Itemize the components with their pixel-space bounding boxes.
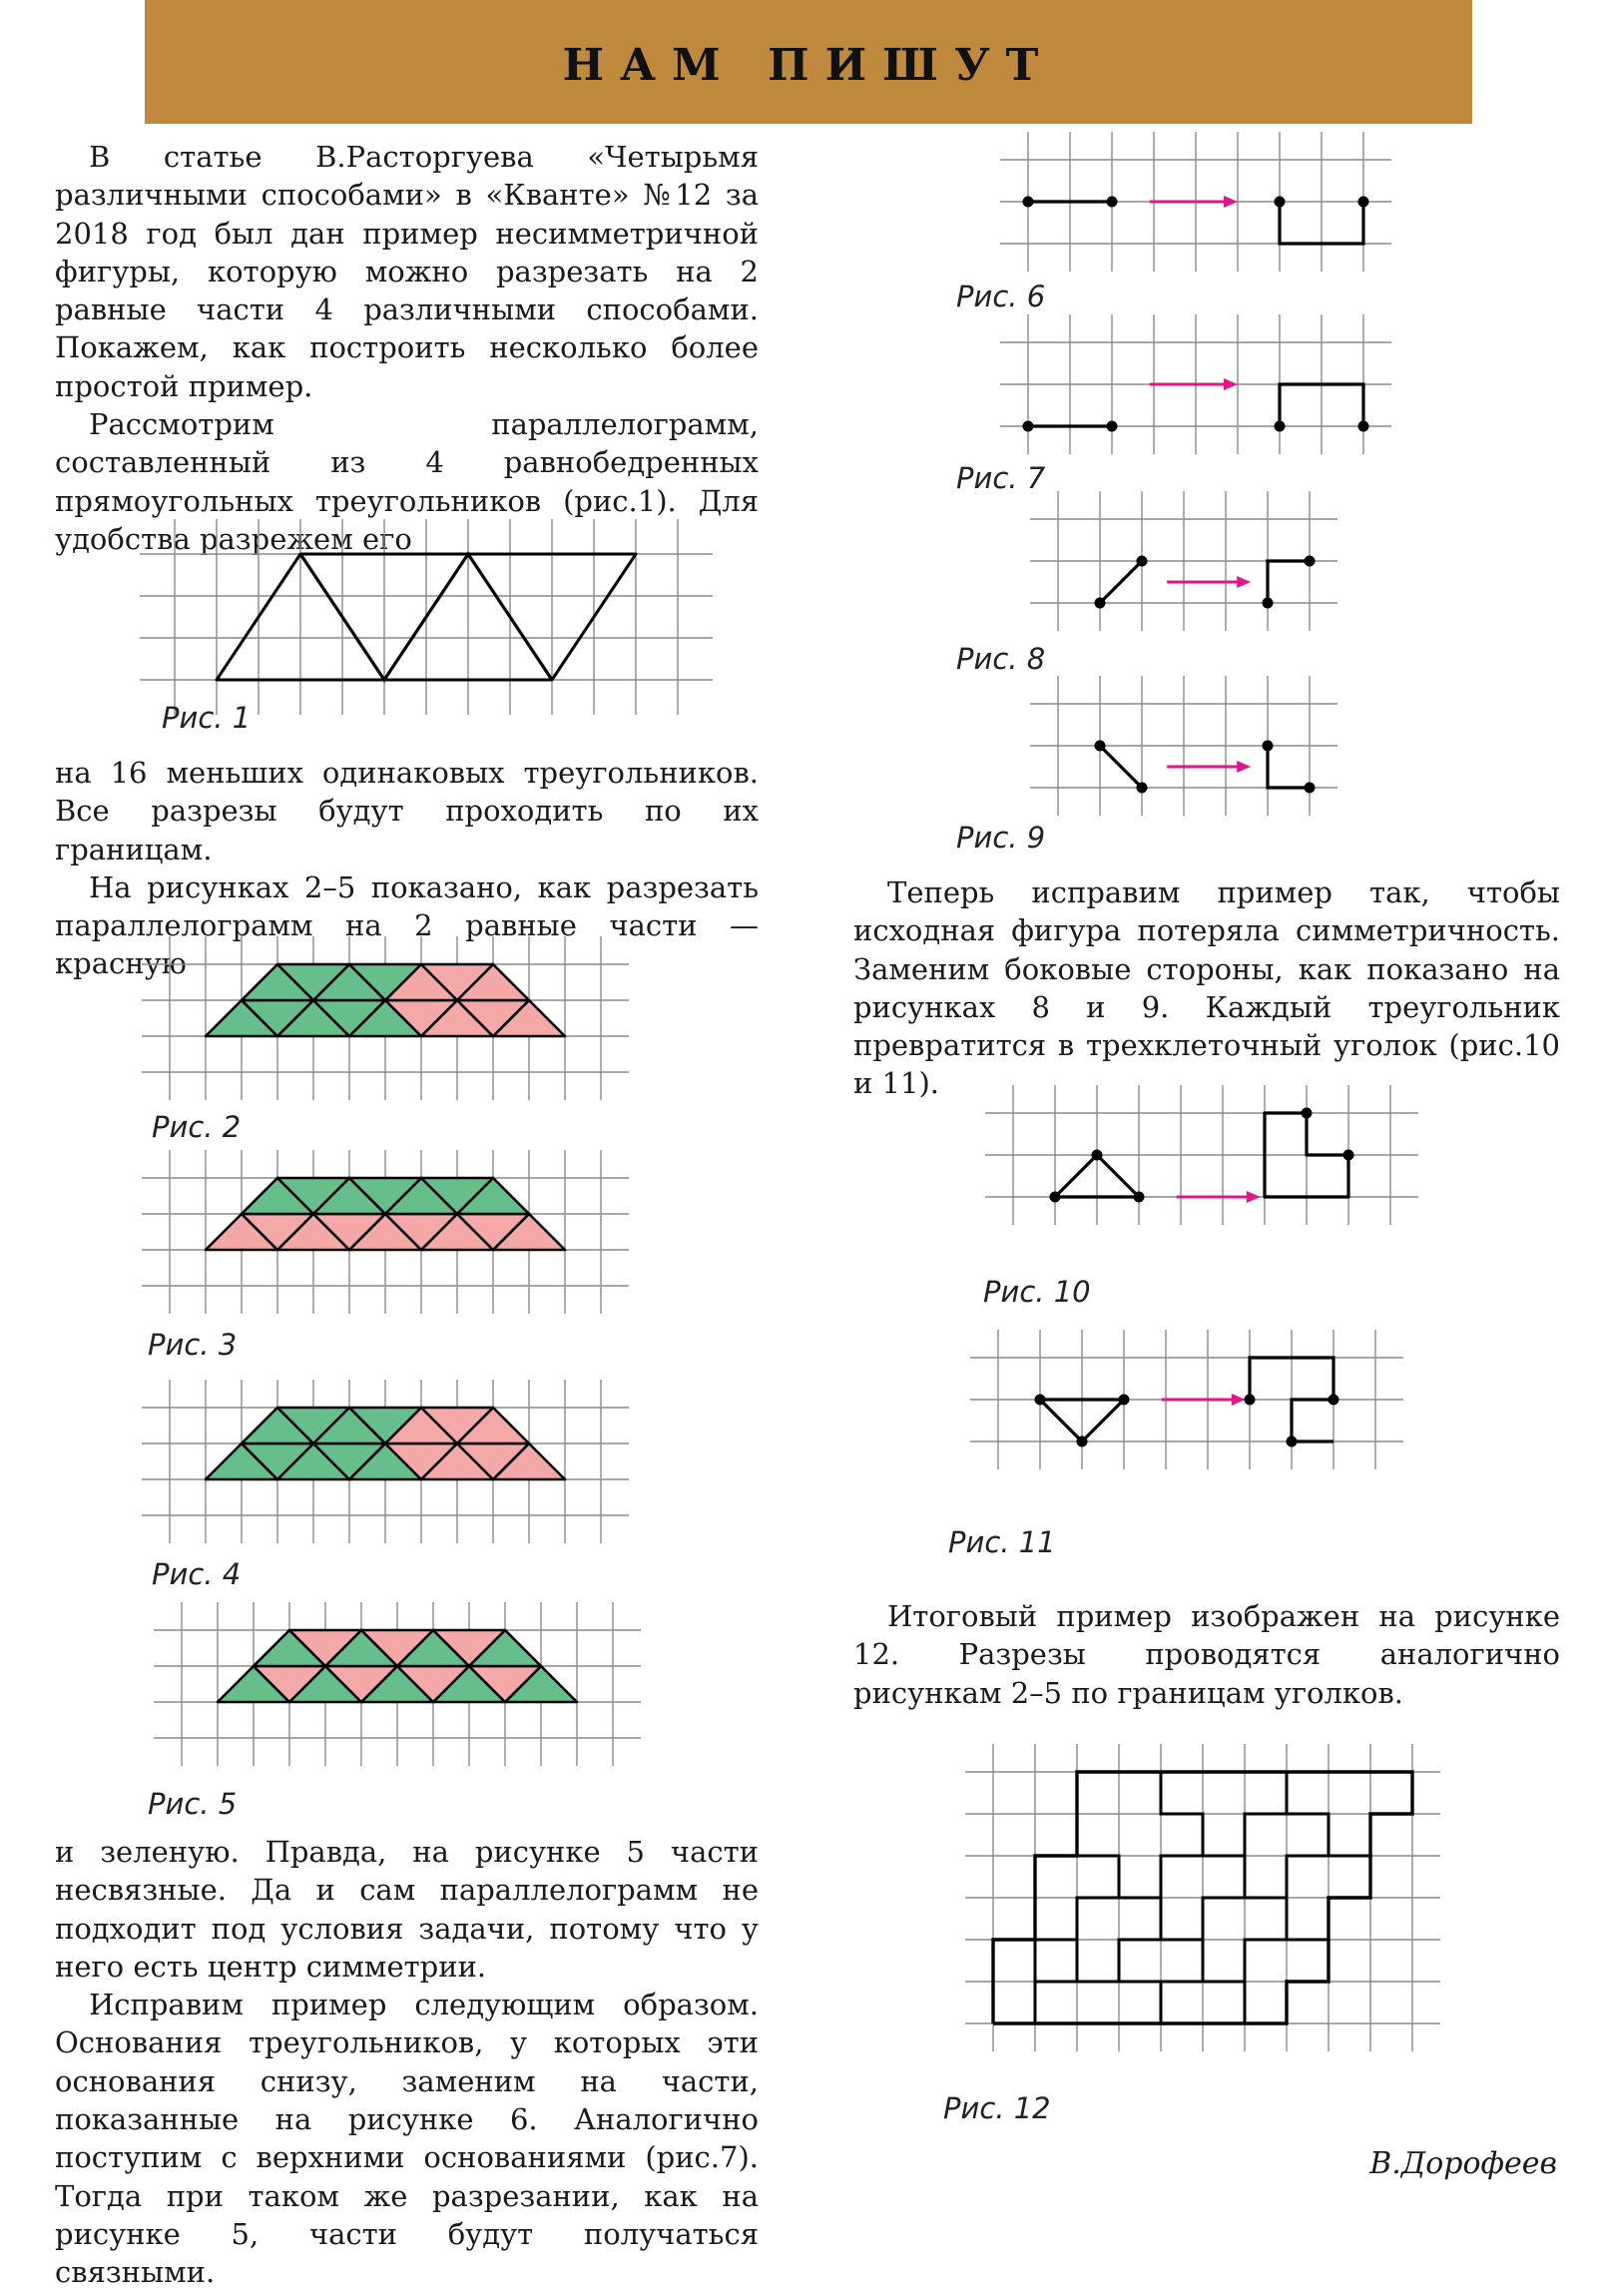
arrow-head [1232,1394,1246,1406]
arrow-head [1224,196,1238,208]
figure-2 [158,936,687,1091]
figure-4 [158,1380,687,1534]
vertex-dot [1263,598,1274,609]
vertex-dot [1035,1395,1046,1406]
paragraph-2: Рассмотрим параллелограмм, составленный из 4 равнобедренных прямоугольных треугольников (рис.1). Для удобства разрежем его [55,407,759,556]
section-header [145,0,1472,124]
vertex-dot [1358,421,1369,432]
caption-fig-8: Рис. 8 [956,642,1046,676]
paragraph-6: Исправим пример следующим образом. Основания треугольников, у которых эти основания снизу, заменим на части, показанные на рисунке 6. Аналогично поступим с верхними основаниями (рис.7). Тогда при таком же разрезании, как на рисунке 5, части будут получаться связными. [55,1988,759,2290]
vertex-dot [1305,783,1316,794]
vertex-dot [1287,1436,1298,1447]
text-block-1 [55,138,759,558]
corner-path [1268,561,1310,603]
diagonal [1100,746,1142,788]
caption-fig-9: Рис. 9 [956,821,1046,855]
vertex-dot [1358,197,1369,208]
paragraph-8: Итоговый пример изображен на рисунке 12. Разрезы проводятся аналогично рисункам 2–5 по границам уголков. [853,1599,1560,1710]
caption-fig-2: Рис. 2 [152,1110,242,1144]
paragraph-5: и зеленую. Правда, на рисунке 5 части несвязные. Да и сам параллелограмм не подходит под условия задачи, потому что у него есть центр симметрии. [55,1835,759,1984]
paragraph-4: На рисунках 2–5 показано, как разрезать параллелограмм на 2 равные части — красную [55,869,759,981]
vertex-dot [1134,1192,1145,1203]
arrow-head [1247,1191,1261,1203]
vertex-dot [1329,1395,1339,1406]
vertex-dot [1107,421,1118,432]
figure-12 [948,1742,1457,2071]
caption-fig-5: Рис. 5 [148,1787,238,1821]
cut-line [1245,1856,1329,1898]
vertex-dot [1343,1150,1354,1161]
caption-fig-3: Рис. 3 [148,1328,238,1362]
cut-line [1287,1814,1370,1856]
figure-5 [170,1602,699,1757]
cut-line [1119,1982,1161,2023]
figure-7 [988,317,1427,437]
vertex-dot [1263,741,1274,752]
paragraph-3: на 16 меньших одинаковых треугольников. Все разрезы будут проходить по их границам. [55,756,759,866]
vertex-dot [1137,783,1148,794]
figure-6 [988,135,1427,255]
paragraph-7: Теперь исправим пример так, чтобы исходная фигура потеряла симметричность. Заменим боковые стороны, как показано на рисунках 8 и 9. Каждый треугольник превратится в трехклеточный уголок (рис.10 и 11). [853,875,1560,1101]
vertex-dot [1023,421,1034,432]
figure-8 [1028,499,1407,619]
vertex-dot [1275,421,1286,432]
caption-fig-1: Рис. 1 [162,701,252,735]
figure-3 [158,1150,687,1305]
figure-1 [170,514,689,699]
vertex-dot [1302,1108,1313,1119]
vertex-dot [1275,197,1286,208]
text-block-4 [853,873,1560,1103]
vertex-dot [1092,1150,1103,1161]
paragraph-1: В статье В.Расторгуева «Четырьмя различными способами» в «Кванте» №12 за 2018 год был дан пример несимметричной фигуры, которую можно разрезать на 2 равные части 4 различными способами. Покажем, как построить несколько более простой пример. [55,140,759,403]
caption-fig-4: Рис. 4 [152,1557,242,1591]
vertex-dot [1305,556,1316,567]
vertex-dot [1245,1395,1256,1406]
vertex-dot [1137,556,1148,567]
text-block-3 [55,1833,759,2292]
vertex-dot [1119,1395,1130,1406]
figure-10 [998,1093,1437,1243]
vertex-dot [1095,741,1106,752]
cut-line [1161,1940,1203,1982]
caption-fig-7: Рис. 7 [956,461,1046,495]
arrow-head [1224,378,1238,390]
corner-path [1268,746,1310,788]
figure-11 [983,1338,1422,1487]
figure-9 [1028,684,1407,814]
caption-fig-11: Рис. 11 [948,1525,1056,1559]
arrow-head [1237,761,1251,773]
text-block-5 [853,1597,1560,1712]
arrow-head [1237,576,1251,588]
vertex-dot [1095,598,1106,609]
diagonal [1100,561,1142,603]
vertex-dot [1107,197,1118,208]
caption-fig-12: Рис. 12 [943,2091,1051,2125]
caption-fig-10: Рис. 10 [983,1275,1091,1309]
vertex-dot [1050,1192,1061,1203]
vertex-dot [1077,1436,1088,1447]
author-signature: В.Дорофеев [1369,2146,1557,2181]
caption-fig-6: Рис. 6 [956,280,1046,313]
section-title: НАМ ПИШУТ [562,40,1055,91]
vertex-dot [1023,197,1034,208]
